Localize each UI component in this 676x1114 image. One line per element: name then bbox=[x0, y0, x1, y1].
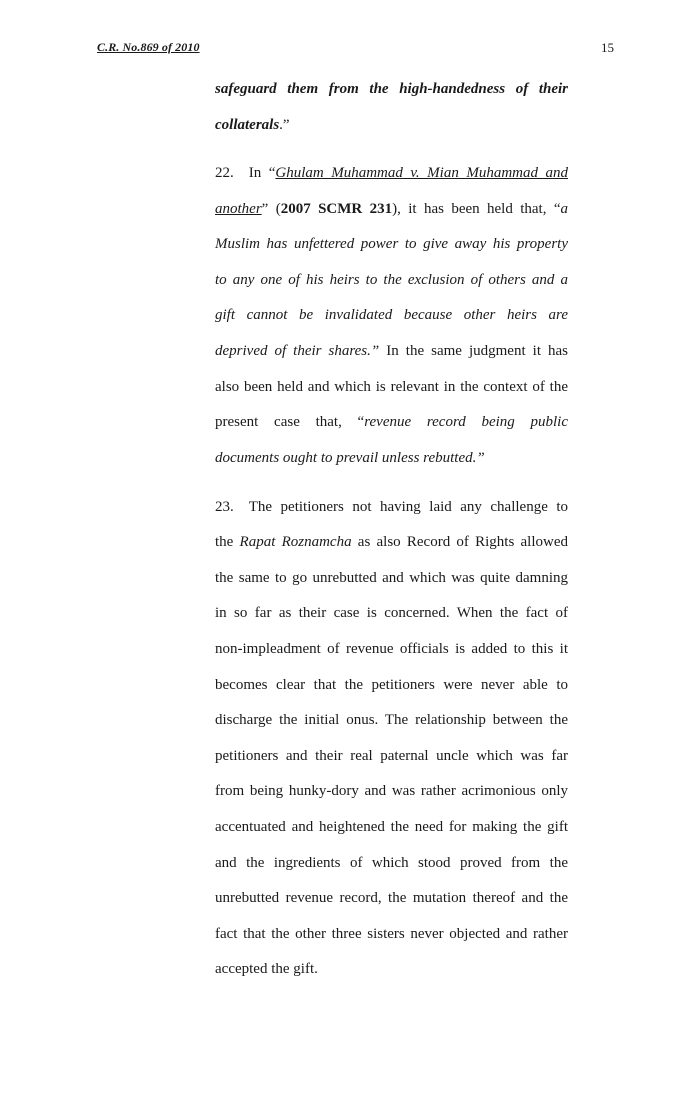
text-segment: gift cannot be invalidated because other heirs are bbox=[215, 307, 568, 323]
text-line bbox=[215, 746, 568, 766]
page-number: 15 bbox=[601, 40, 614, 55]
text-segment: to any one of his heirs to the exclusion of others and a bbox=[215, 272, 568, 288]
text-segment: ), it has been held that, “ bbox=[392, 201, 561, 217]
text-segment: petitioners and their real paternal uncle which was far bbox=[215, 748, 568, 764]
text-segment: Rapat Roznamcha bbox=[239, 534, 352, 550]
text-segment: discharge the initial onus. The relationship between the bbox=[215, 712, 568, 728]
text-segment: collaterals bbox=[215, 117, 280, 133]
text-line bbox=[215, 270, 568, 290]
text-segment: the same to go unrebutted and which was quite damning bbox=[215, 570, 568, 586]
text-line bbox=[215, 853, 568, 873]
text-segment: as also Record of Rights allowed bbox=[351, 534, 568, 550]
text-segment: 23. The petitioners not having laid any challenge to bbox=[215, 499, 568, 515]
text-segment: safeguard them from the high-handedness of their bbox=[215, 81, 568, 97]
text-segment: .” bbox=[279, 117, 290, 133]
text-line bbox=[215, 817, 568, 837]
text-line bbox=[215, 341, 568, 361]
text-line bbox=[215, 497, 568, 517]
text-line bbox=[215, 532, 568, 552]
text-segment: 2007 SCMR 231 bbox=[280, 201, 393, 217]
text-line bbox=[215, 639, 568, 659]
text-line bbox=[215, 79, 568, 99]
text-segment: fact that the other three sisters never objected and rather bbox=[215, 926, 568, 942]
case-reference: C.R. No.869 of 2010 bbox=[97, 40, 200, 54]
text-segment: revenue record being public bbox=[364, 414, 569, 430]
text-segment: 22. In “ bbox=[215, 165, 276, 181]
text-segment: the bbox=[215, 534, 240, 550]
text-line bbox=[215, 675, 568, 695]
text-segment: documents ought to prevail unless rebutted.” bbox=[215, 450, 485, 466]
text-segment: non-impleadment of revenue officials is added to this it bbox=[215, 641, 568, 657]
text-segment: Muslim has unfettered power to give away his property bbox=[215, 236, 568, 252]
text-line bbox=[215, 448, 568, 468]
text-segment: In the same judgment it has bbox=[379, 343, 568, 359]
text-line bbox=[215, 781, 568, 801]
text-segment: also been held and which is relevant in the context of the bbox=[215, 379, 568, 395]
text-segment: another bbox=[215, 201, 262, 217]
text-segment: Ghulam Muhammad v. Mian Muhammad and bbox=[275, 165, 568, 181]
text-line bbox=[215, 568, 568, 588]
text-segment: becomes clear that the petitioners were never able to bbox=[215, 677, 568, 693]
text-line bbox=[215, 924, 568, 944]
text-line bbox=[215, 603, 568, 623]
text-line bbox=[215, 412, 568, 432]
text-segment: present case that, “ bbox=[215, 414, 365, 430]
text-line bbox=[215, 959, 568, 979]
text-segment: and the ingredients of which stood proved from the bbox=[215, 855, 568, 871]
text-segment: unrebutted revenue record, the mutation thereof and the bbox=[215, 890, 568, 906]
text-line bbox=[215, 163, 568, 183]
text-segment: from being hunky-dory and was rather acrimonious only bbox=[215, 783, 568, 799]
text-segment: in so far as their case is concerned. When the fact of bbox=[215, 605, 568, 621]
text-line bbox=[215, 305, 568, 325]
text-line bbox=[215, 199, 568, 219]
text-segment: accentuated and heightened the need for making the gift bbox=[215, 819, 568, 835]
text-line bbox=[215, 710, 568, 730]
text-line bbox=[215, 115, 568, 135]
text-segment: a bbox=[560, 201, 568, 217]
text-segment: ” ( bbox=[261, 201, 281, 217]
text-line bbox=[215, 234, 568, 254]
text-segment: deprived of their shares.” bbox=[215, 343, 380, 359]
text-segment: accepted the gift. bbox=[215, 961, 318, 977]
text-line bbox=[215, 377, 568, 397]
text-line bbox=[215, 888, 568, 908]
